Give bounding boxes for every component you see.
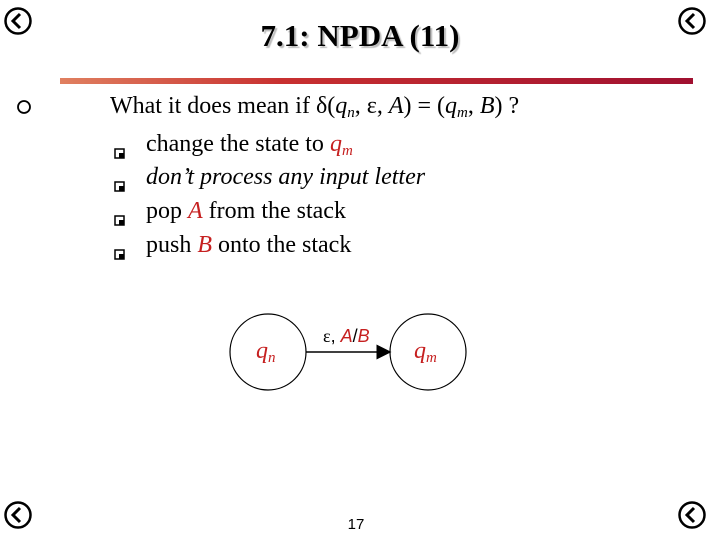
item-var: B (197, 232, 213, 258)
question-prefix: What it does mean if (110, 93, 316, 119)
from-state-label (256, 338, 276, 365)
slide-title: 7.1: NPDA (11) (260, 18, 460, 53)
comma: , (467, 93, 480, 119)
item-text: from the stack (202, 198, 346, 224)
edge-push-symbol: B (357, 326, 370, 346)
state-q-sub: n (347, 105, 355, 121)
item-var: A (188, 198, 203, 224)
to-state-sub: m (426, 350, 437, 366)
stack-symbol-a: A (388, 93, 404, 119)
item-text: push (146, 232, 198, 258)
equals: ) = ( (403, 93, 446, 119)
page-number: 17 (347, 516, 365, 533)
item-text: onto the stack (212, 232, 352, 258)
to-state-base: q (414, 338, 426, 364)
question-suffix: ) ? (494, 93, 520, 119)
transition-label (323, 326, 370, 347)
item-text: pop (146, 198, 188, 224)
item-var-sub: m (341, 143, 353, 159)
from-state-sub: n (268, 350, 276, 366)
delta-symbol: δ (315, 93, 328, 119)
edge-slash: / (352, 326, 358, 346)
comma: , (354, 93, 367, 119)
comma: , (376, 93, 389, 119)
stack-symbol-b: B (479, 93, 495, 119)
paren-open: ( (327, 93, 336, 119)
from-state-base: q (256, 338, 268, 364)
item-var-base: q (329, 131, 342, 157)
item-text: change the state to (146, 131, 330, 157)
edge-pop-symbol: A (340, 326, 353, 346)
state-q-base: q (335, 93, 348, 119)
state-q-sub: m (457, 105, 468, 121)
edge-sep: , (330, 326, 341, 346)
to-state-label (414, 338, 437, 365)
item-text: don’t process any input letter (146, 164, 426, 190)
epsilon-symbol: ε (366, 93, 377, 119)
state-q-base: q (445, 93, 458, 119)
edge-epsilon: ε (323, 326, 331, 346)
